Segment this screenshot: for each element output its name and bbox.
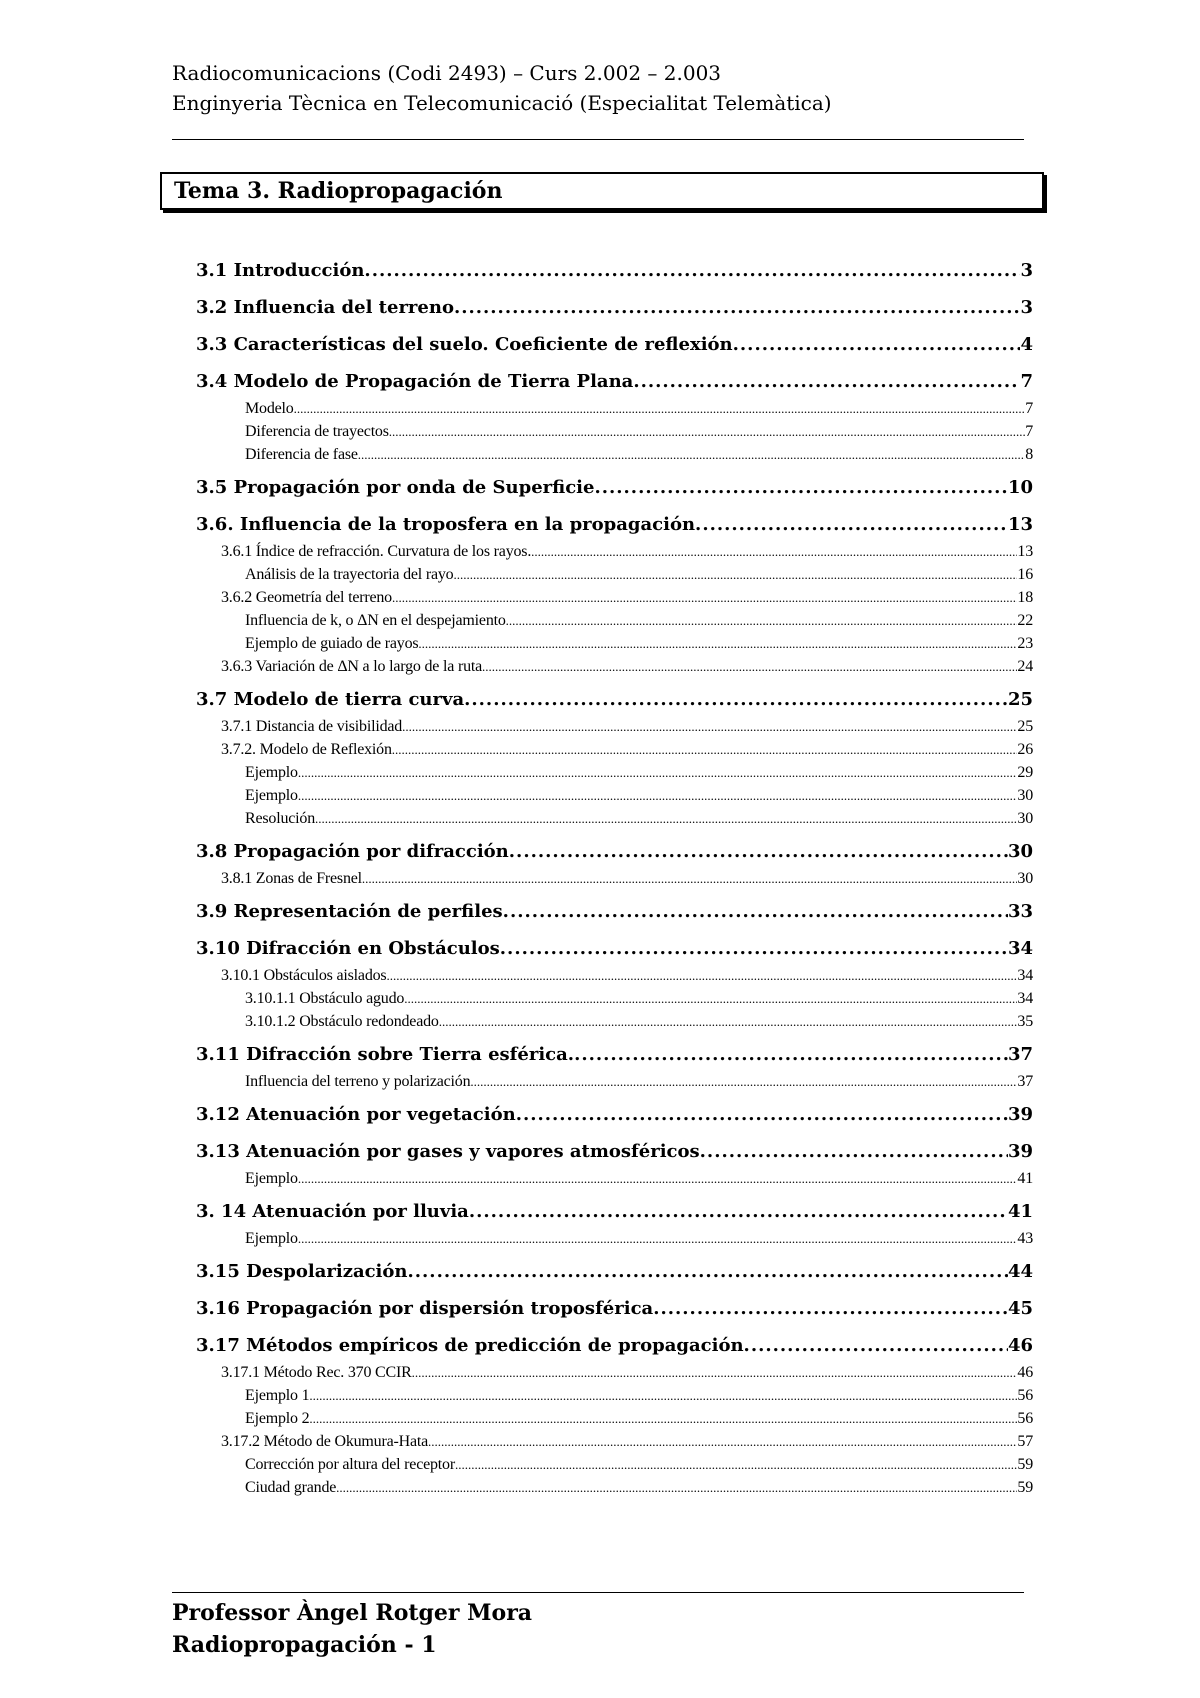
toc-entry[interactable] [196,293,1033,323]
toc-leader-dots [439,1010,1018,1033]
toc-entry[interactable] [196,1100,1033,1130]
toc-entry-label: 3.7.1 Distancia de visibilidad [221,718,403,735]
toc-entry-page: 37 [1007,1044,1033,1065]
toc-leader-dots [392,738,1018,761]
toc-entry-label: 3.5 Propagación por onda de Superficie [196,477,595,498]
footer-author: Professor Àngel Rotger Mora [172,1600,533,1626]
toc-leader-dots [509,837,1008,867]
toc-entry[interactable] [196,987,1033,1010]
toc-entry-label: 3.6.2 Geometría del terreno [221,589,392,606]
toc-entry-label: Ejemplo [245,764,298,781]
toc-leader-dots [294,397,1026,420]
toc-entry-label: 3.8.1 Zonas de Fresnel [221,870,362,887]
toc-leader-dots [298,1167,1018,1190]
toc-leader-dots [404,987,1017,1010]
toc-entry-label: 3.6.1 Índice de refracción. Curvatura de los rayos. [221,543,532,560]
toc-entry-label: 3.4 Modelo de Propagación de Tierra Plana [196,371,634,392]
toc-entry[interactable] [196,715,1033,738]
toc-entry-label: 3.10.1.2 Obstáculo redondeado [245,1013,439,1030]
toc-entry-label: 3. 14 Atenuación por lluvia [196,1201,469,1222]
toc-entry-page: 30 [1007,841,1033,862]
toc-leader-dots [309,1384,1017,1407]
toc-entry[interactable] [196,1476,1033,1499]
toc-entry-page: 13 [1017,543,1033,560]
toc-entry-page: 29 [1017,764,1033,781]
toc-leader-dots [531,540,1017,563]
toc-leader-dots [298,761,1018,784]
toc-entry[interactable] [196,897,1033,927]
toc-entry-label: Resolución [245,810,315,827]
toc-entry[interactable] [196,685,1033,715]
toc-entry-label: 3.7 Modelo de tierra curva [196,689,465,710]
toc-entry-label: Diferencia de fase [245,446,358,463]
toc-entry[interactable] [196,1407,1033,1430]
toc-entry-label: 3.9 Representación de perfiles [196,901,503,922]
toc-leader-dots [336,1476,1017,1499]
header-degree-line: Enginyeria Tècnica en Telecomunicació (Especialitat Telemàtica) [172,91,832,115]
toc-entry-page: 13 [1007,514,1033,535]
toc-entry-label: Análisis de la trayectoria del rayo [245,566,454,583]
toc-entry[interactable] [196,934,1033,964]
toc-entry[interactable] [196,1257,1033,1287]
toc-entry[interactable] [196,1010,1033,1033]
toc-entry-label: 3.8 Propagación por difracción [196,841,509,862]
toc-leader-dots [744,1331,1008,1361]
toc-entry-label: 3.17.2 Método de Okumura-Hata [221,1433,429,1450]
toc-entry-label: Ejemplo 2 [245,1410,310,1427]
toc-entry-page: 46 [1017,1364,1033,1381]
toc-entry-page: 22 [1017,612,1033,629]
toc-entry-page: 30 [1017,870,1033,887]
toc-entry-label: 3.1 Introducción [196,260,365,281]
toc-leader-dots [506,609,1018,632]
toc-entry-label: 3.13 Atenuación por gases y vapores atmosféricos [196,1141,700,1162]
page-header [172,58,1024,118]
toc-leader-dots [733,330,1021,360]
toc-entry-label: 3.17 Métodos empíricos de predicción de propagación [196,1335,744,1356]
toc-entry[interactable] [196,1227,1033,1250]
header-divider [172,139,1024,140]
toc-entry-page: 34 [1007,938,1033,959]
toc-entry-page: 33 [1007,901,1033,922]
toc-entry-page: 46 [1007,1335,1033,1356]
toc-leader-dots [418,632,1017,655]
toc-entry-page: 39 [1007,1104,1033,1125]
toc-leader-dots [386,964,1017,987]
toc-entry-page: 30 [1017,810,1033,827]
toc-entry-label: 3.2 Influencia del terreno [196,297,454,318]
toc-entry[interactable] [196,964,1033,987]
toc-entry[interactable] [196,867,1033,890]
toc-leader-dots [700,1137,1008,1167]
toc-leader-dots [653,1294,1008,1324]
toc-entry[interactable] [196,784,1033,807]
toc-leader-dots [574,1040,1008,1070]
toc-entry[interactable] [196,1137,1033,1167]
toc-leader-dots [392,586,1017,609]
toc-entry-label: Ejemplo de guiado de rayos [245,635,419,652]
toc-entry[interactable] [196,761,1033,784]
toc-leader-dots [464,685,1008,715]
toc-entry-page: 23 [1017,635,1033,652]
toc-entry-page: 59 [1017,1479,1033,1496]
toc-entry[interactable] [196,1040,1033,1070]
toc-entry-page: 41 [1017,1170,1033,1187]
toc-entry-label: Influencia de k, o ΔN en el despejamiento [245,612,506,629]
toc-entry[interactable] [196,632,1033,655]
toc-entry-page: 41 [1007,1201,1033,1222]
toc-entry[interactable] [196,1331,1033,1361]
toc-entry-page: 18 [1017,589,1033,606]
toc-leader-dots [315,807,1017,830]
toc-leader-dots [298,784,1018,807]
toc-entry[interactable] [196,1294,1033,1324]
toc-entry[interactable] [196,807,1033,830]
toc-entry-page: 7 [1025,400,1033,417]
toc-entry-page: 44 [1007,1261,1033,1282]
toc-entry[interactable] [196,586,1033,609]
toc-leader-dots [503,897,1008,927]
toc-entry-page: 39 [1007,1141,1033,1162]
toc-leader-dots [455,1453,1017,1476]
toc-entry-label: 3.11 Difracción sobre Tierra esférica. [196,1044,575,1065]
toc-entry-label: Influencia del terreno y polarización [245,1073,471,1090]
toc-entry-page: 56 [1017,1410,1033,1427]
toc-entry[interactable] [196,473,1033,503]
toc-entry[interactable] [196,1070,1033,1093]
toc-entry-label: Diferencia de trayectos [245,423,389,440]
toc-entry-label: 3.6.3 Variación de ΔN a lo largo de la ruta [221,658,483,675]
toc-entry-page: 35 [1017,1013,1033,1030]
toc-entry-label: 3.17.1 Método Rec. 370 CCIR [221,1364,412,1381]
toc-leader-dots [470,1070,1017,1093]
toc-entry[interactable] [196,367,1033,397]
footer-page-label: Radiopropagación - 1 [172,1632,437,1658]
toc-leader-dots [695,510,1008,540]
toc-leader-dots [453,563,1017,586]
toc-entry-page: 57 [1017,1433,1033,1450]
table-of-contents [196,256,1033,1499]
toc-entry-label: 3.10 Difracción en Obstáculos [196,938,500,959]
toc-entry-page: 45 [1007,1298,1033,1319]
toc-entry[interactable] [196,1197,1033,1227]
toc-entry[interactable] [196,563,1033,586]
toc-entry-page: 10 [1007,477,1033,498]
toc-entry-label: Ejemplo 1 [245,1387,310,1404]
toc-entry-label: 3.10.1.1 Obstáculo agudo [245,990,405,1007]
toc-leader-dots [358,443,1025,466]
toc-leader-dots [516,1100,1008,1130]
toc-entry[interactable] [196,738,1033,761]
toc-entry-label: Ejemplo [245,1170,298,1187]
toc-leader-dots [454,293,1021,323]
toc-entry[interactable] [196,397,1033,420]
toc-entry[interactable] [196,540,1033,563]
toc-leader-dots [408,1257,1008,1287]
toc-entry-label: 3.10.1 Obstáculos aislados [221,967,387,984]
toc-entry-label: Ejemplo [245,1230,298,1247]
toc-entry-label: 3.15 Despolarización [196,1261,408,1282]
toc-entry-label: 3.6. Influencia de la troposfera en la propagación [196,514,696,535]
toc-entry-page: 24 [1017,658,1033,675]
toc-entry-page: 59 [1017,1456,1033,1473]
footer-divider [172,1592,1024,1593]
toc-entry-page: 8 [1025,446,1033,463]
toc-entry-label: Ciudad grande [245,1479,337,1496]
toc-entry[interactable] [196,1453,1033,1476]
toc-entry-page: 16 [1017,566,1033,583]
toc-leader-dots [364,256,1020,286]
toc-entry[interactable] [196,837,1033,867]
toc-leader-dots [594,473,1007,503]
toc-leader-dots [412,1361,1018,1384]
toc-leader-dots [402,715,1017,738]
toc-entry-page: 7 [1025,423,1033,440]
toc-entry-page: 3 [1020,297,1033,318]
toc-entry-page: 34 [1017,990,1033,1007]
toc-entry[interactable] [196,1361,1033,1384]
toc-entry-page: 56 [1017,1387,1033,1404]
toc-leader-dots [428,1430,1017,1453]
toc-entry[interactable] [196,443,1033,466]
toc-leader-dots [389,420,1025,443]
chapter-title: Tema 3. Radiopropagación [160,172,1044,210]
toc-leader-dots [482,655,1017,678]
toc-entry-label: 3.7.2. Modelo de Reflexión [221,741,392,758]
toc-entry-label: Ejemplo [245,787,298,804]
toc-leader-dots [469,1197,1008,1227]
toc-entry-label: 3.3 Características del suelo. Coeficiente de reflexión [196,334,733,355]
toc-entry-label: 3.16 Propagación por dispersión troposférica [196,1298,654,1319]
toc-entry[interactable] [196,330,1033,360]
toc-entry-page: 34 [1017,967,1033,984]
toc-entry[interactable] [196,256,1033,286]
toc-entry-page: 25 [1017,718,1033,735]
toc-entry[interactable] [196,655,1033,678]
toc-entry[interactable] [196,609,1033,632]
toc-leader-dots [633,367,1020,397]
toc-entry[interactable] [196,510,1033,540]
toc-entry[interactable] [196,1167,1033,1190]
toc-entry[interactable] [196,420,1033,443]
toc-leader-dots [309,1407,1017,1430]
page-footer [172,1597,1024,1661]
toc-entry[interactable] [196,1384,1033,1407]
toc-entry-page: 4 [1020,334,1033,355]
toc-entry-label: 3.12 Atenuación por vegetación [196,1104,516,1125]
toc-entry-page: 26 [1017,741,1033,758]
toc-entry-page: 37 [1017,1073,1033,1090]
toc-entry-page: 43 [1017,1230,1033,1247]
toc-entry-page: 3 [1020,260,1033,281]
toc-entry-page: 25 [1007,689,1033,710]
header-course-line: Radiocomunicacions (Codi 2493) – Curs 2.002 – 2.003 [172,61,722,85]
toc-entry-label: Modelo [245,400,294,417]
toc-entry-page: 7 [1020,371,1033,392]
toc-leader-dots [298,1227,1018,1250]
toc-entry-page: 30 [1017,787,1033,804]
toc-leader-dots [362,867,1017,890]
toc-entry-label: Corrección por altura del receptor [245,1456,455,1473]
toc-leader-dots [500,934,1008,964]
toc-entry[interactable] [196,1430,1033,1453]
